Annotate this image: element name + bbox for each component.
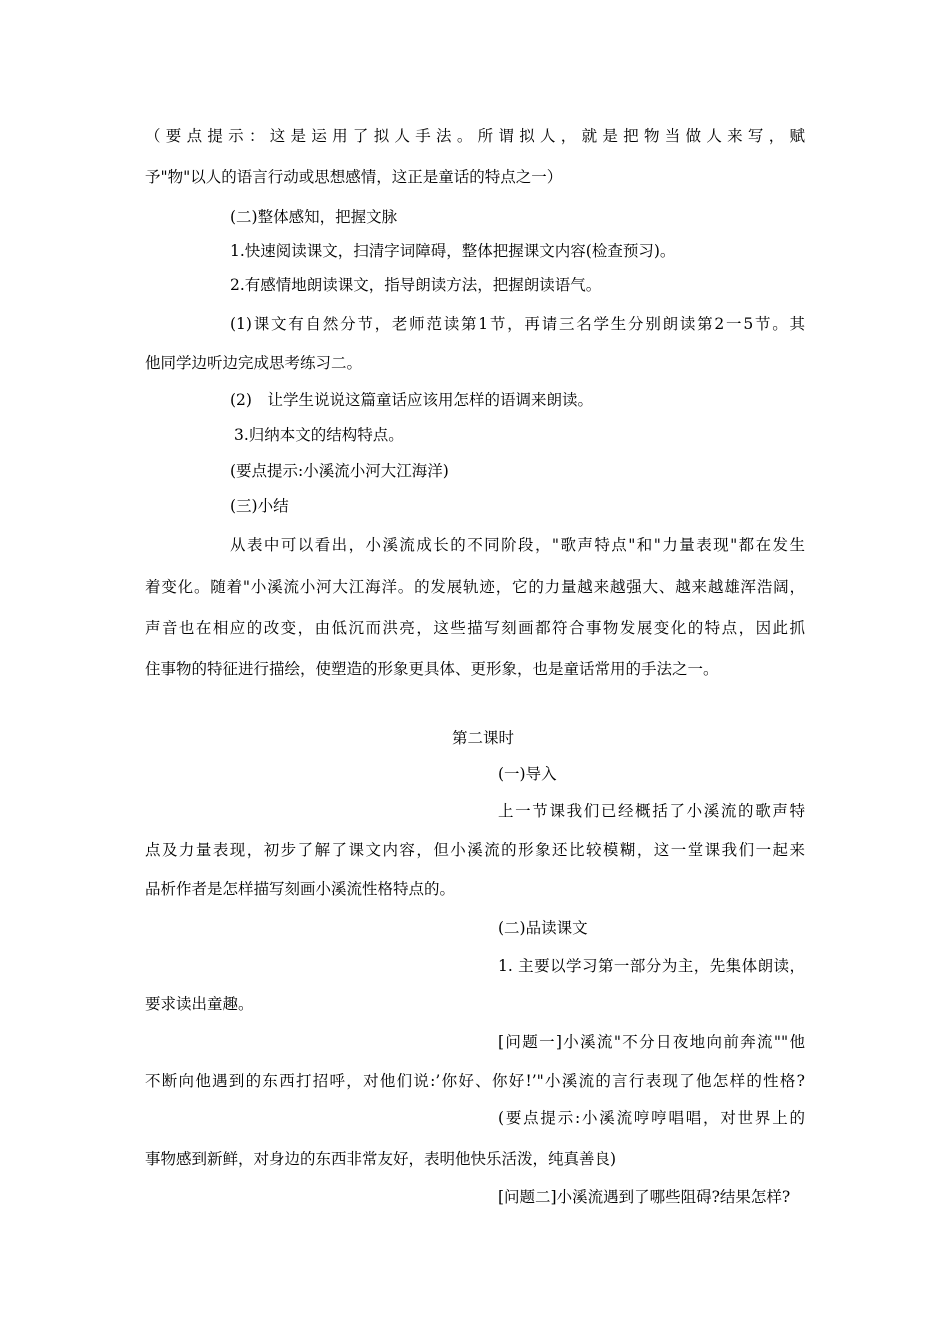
paragraph-line: 事物感到新鲜，对身边的东西非常友好，表明他快乐活泼，纯真善良) xyxy=(145,1150,617,1168)
section-heading: (二)品读课文 xyxy=(498,919,588,937)
lesson-title: 第二课时 xyxy=(452,729,515,747)
paragraph-line: 他同学边听边完成思考练习二。 xyxy=(145,354,363,372)
question-line: [问题二]小溪流遇到了哪些阻碍?结果怎样? xyxy=(498,1188,791,1206)
note-line: (要点提示:小溪流小河大江海洋) xyxy=(230,462,449,480)
paragraph-line: 声音也在相应的改变，由低沉而洪亮，这些描写刻画都符合事物发展变化的特点，因此抓 xyxy=(145,619,805,637)
paragraph-line: 点及力量表现，初步了解了课文内容，但小溪流的形象还比较模糊，这一堂课我们一起来 xyxy=(145,841,805,859)
section-heading: (二)整体感知，把握文脉 xyxy=(230,208,398,226)
list-item: (2) 让学生说说这篇童话应该用怎样的语调来朗读。 xyxy=(230,391,593,409)
paragraph-line: 予"物"以人的语言行动或思想感情，这正是童话的特点之一） xyxy=(145,168,563,186)
paragraph-line: (1)课文有自然分节，老师范读第1节，再请三名学生分别朗读第2一5节。其 xyxy=(230,315,805,333)
question-line: [问题一]小溪流"不分日夜地向前奔流""他 xyxy=(498,1033,805,1051)
list-item: 1. 主要以学习第一部分为主，先集体朗读， xyxy=(498,957,805,975)
note-line: (要点提示:小溪流哼哼唱唱，对世界上的 xyxy=(498,1109,805,1127)
list-item: 3.归纳本文的结构特点。 xyxy=(234,426,404,444)
list-item: 2.有感情地朗读课文，指导朗读方法，把握朗读语气。 xyxy=(230,276,602,294)
paragraph-line: 品析作者是怎样描写刻画小溪流性格特点的。 xyxy=(145,880,456,898)
paragraph-line: 从表中可以看出，小溪流成长的不同阶段，"歌声特点"和"力量表现"都在发生 xyxy=(230,536,805,554)
section-heading: (一)导入 xyxy=(498,765,557,783)
list-item: 1.快速阅读课文，扫清字词障碍，整体把握课文内容(检查预习)。 xyxy=(230,242,676,260)
paragraph-line: 不断向他遇到的东西打招呼，对他们说:’你好、你好!’"小溪流的言行表现了他怎样的性格? xyxy=(145,1072,805,1090)
paragraph-line: 着变化。随着"小溪流小河大江海洋。的发展轨迹，它的力量越来越强大、越来越雄浑浩阔， xyxy=(145,578,805,596)
paragraph-line: （要点提示：这是运用了拟人手法。所谓拟人，就是把物当做人来写，赋 xyxy=(145,127,805,145)
paragraph-line: 住事物的特征进行描绘，使塑造的形象更具体、更形象，也是童话常用的手法之一。 xyxy=(145,660,719,678)
section-heading: (三)小结 xyxy=(230,497,289,515)
paragraph-line: 上一节课我们已经概括了小溪流的歌声特 xyxy=(498,802,805,820)
paragraph-line: 要求读出童趣。 xyxy=(145,995,254,1013)
